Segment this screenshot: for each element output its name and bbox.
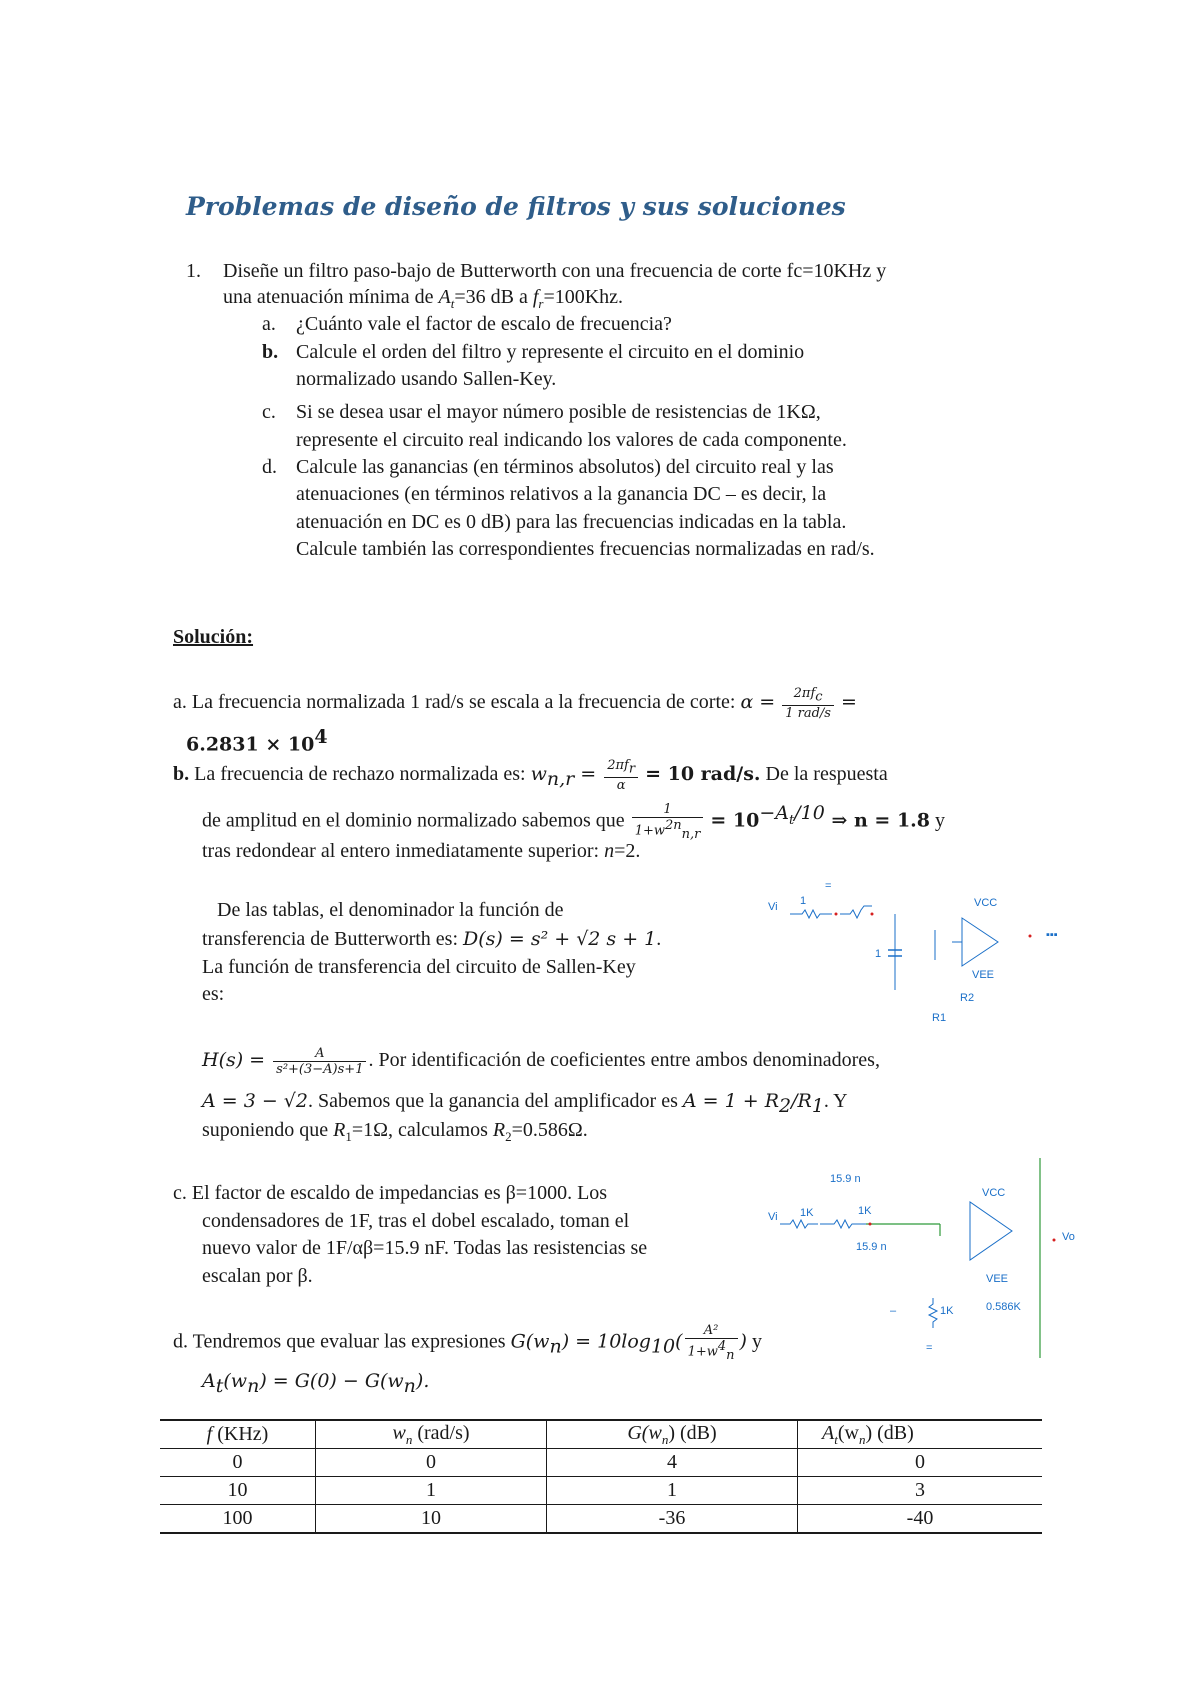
item-b-text-2: normalizado usando Sallen-Key. xyxy=(296,368,557,390)
circuit2-vee-label: VEE xyxy=(986,1273,1009,1285)
table-cell: 100 xyxy=(160,1505,316,1534)
item-a-label: a. xyxy=(262,313,276,335)
circuit1-resistor-1 xyxy=(790,910,832,918)
item-d-text-2: atenuaciones (en términos relativos a la ganancia DC – es decir, la xyxy=(296,483,827,505)
solution-d-line-1: d. Tendremos que evaluar las expresiones $G(w_n) = 10\log_{10}$( $\frac{\text{A²}}{1+w^4_n}$ ) y xyxy=(173,1323,762,1363)
circuit2-r2-label: 1K xyxy=(858,1205,872,1217)
table-row xyxy=(160,1449,1042,1477)
table-header-at: $A_t(w_n)$ (dB) xyxy=(798,1420,1043,1449)
circuit2-c1-label: 15.9 n xyxy=(830,1173,861,1185)
table-cell: -36 xyxy=(547,1505,798,1534)
table-header-wn: $w_n$ (rad/s) xyxy=(316,1420,547,1449)
item-b-label: b. xyxy=(262,341,279,363)
solution-d-fraction: $\frac{\text{A²}}{1+w^4_n}$ xyxy=(685,1323,738,1363)
solution-a-value: $6.2831 \times 10^4$ xyxy=(186,726,328,756)
problem-number: 1. xyxy=(186,260,201,282)
table-cell: 0 xyxy=(798,1449,1043,1477)
circuit2-vcc-label: VCC xyxy=(982,1187,1006,1199)
table-header-row xyxy=(160,1420,1042,1449)
table-header-g: $G(w_n)$ (dB) xyxy=(547,1420,798,1449)
circuit-scaled xyxy=(760,1158,1080,1358)
circuit2-resistor-1 xyxy=(780,1220,818,1228)
circuit1-vi-label: Vi xyxy=(768,901,778,913)
circuit2-resistor-3 xyxy=(929,1298,937,1328)
solution-a-fraction: $\frac{2\pi f_c}{\text{1 rad/s}}$ xyxy=(782,686,834,721)
solution-heading: Solución: xyxy=(173,626,254,648)
table-cell: 1 xyxy=(547,1477,798,1505)
item-d-text-4: Calcule también las correspondientes frecuencias normalizadas en rad/s. xyxy=(296,538,875,560)
table-cell: -40 xyxy=(798,1505,1043,1534)
circuit1-ground-mark: = xyxy=(825,880,832,892)
page-title: Problemas de diseño de filtros y sus soluciones xyxy=(186,192,846,221)
item-c-label: c. xyxy=(262,401,276,423)
circuit2-ground-mark: ‒ xyxy=(890,1305,897,1317)
table-row xyxy=(160,1477,1042,1505)
solution-b-para-3: La función de transferencia del circuito de Sallen-Key xyxy=(202,956,636,978)
solution-c-line-2: condensadores de 1F, tras el dobel escalado, toman el xyxy=(202,1210,630,1232)
table-cell: 3 xyxy=(798,1477,1043,1505)
solution-c-line-1: c. El factor de escaldo de impedancias es β=1000. Los xyxy=(173,1182,608,1204)
problem-line-1: Diseñe un filtro paso-bajo de Butterworth con una frecuencia de corte fc=10KHz y xyxy=(223,260,887,282)
solution-d-line-2: $A_t(w_n) = G(0) - G(w_n)$. xyxy=(202,1370,430,1397)
circuit2-c2-label: 15.9 n xyxy=(856,1241,887,1253)
table-cell: 1 xyxy=(316,1477,547,1505)
item-a-text: ¿Cuánto vale el factor de escalo de frecuencia? xyxy=(296,313,672,335)
circuit2-vo-label: Vo xyxy=(1062,1231,1075,1243)
solution-b-fraction-2: $\frac{1}{1+w^{2n}_{n,r}}$ xyxy=(632,802,704,842)
circuit1-output-mark: ▪▪▪ xyxy=(1046,929,1058,941)
solution-b-fraction-1: $\frac{2\pi f_r}{\alpha}$ xyxy=(604,758,638,793)
circuit1-r2-label: R2 xyxy=(960,992,975,1004)
circuit2-r1-label: 1K xyxy=(800,1207,814,1219)
circuit2-r3-label: 1K xyxy=(940,1305,954,1317)
solution-c-line-4: escalan por β. xyxy=(202,1265,313,1287)
circuit1-node xyxy=(871,913,874,916)
circuit2-vi-label: Vi xyxy=(768,1211,778,1223)
item-d-text-3: atenuación en DC es 0 dB) para las frecuencias indicadas en la tabla. xyxy=(296,511,847,533)
circuit1-c-label: 1 xyxy=(875,948,882,960)
circuit1-vcc-label: VCC xyxy=(974,897,998,909)
solution-b-para-1: De las tablas, el denominador la función de xyxy=(217,899,564,921)
item-d-label: d. xyxy=(262,456,277,478)
table-cell: 4 xyxy=(547,1449,798,1477)
solution-c-line-3: nuevo valor de 1F/αβ=15.9 nF. Todas las resistencias se xyxy=(202,1237,648,1259)
circuit1-r1-label: R1 xyxy=(932,1012,947,1024)
transfer-function-fraction: $\frac{A}{\text{s²+(3−A)s+1}}$ xyxy=(273,1046,366,1077)
table-cell: 0 xyxy=(316,1449,547,1477)
solution-b-line-3: tras redondear al entero inmediatamente superior: n=2. xyxy=(202,840,641,862)
item-d-text-1: Calcule las ganancias (en términos absolutos) del circuito real y las xyxy=(296,456,834,478)
circuit-normalized xyxy=(740,880,1080,1030)
item-c-text-2: represente el circuito real indicando los valores de cada componente. xyxy=(296,429,847,451)
table-header-f: f (KHz) xyxy=(160,1420,316,1449)
gain-line: A = 3 − √2. Sabemos que la ganancia del amplificador es $A = 1 + R_2/R_1$. Y xyxy=(202,1090,848,1117)
circuit2-node xyxy=(869,1223,872,1226)
table-cell: 10 xyxy=(316,1505,547,1534)
solution-a-line-1: a. La frecuencia normalizada 1 rad/s se escala a la frecuencia de corte: α = $\frac{2\pi f_c}{\text{1 rad/s}}$ = xyxy=(173,686,857,721)
circuit1-node xyxy=(835,913,838,916)
circuit1-opamp xyxy=(962,918,998,966)
circuit1-resistor-2 xyxy=(840,906,872,918)
circuit2-resistor-2 xyxy=(820,1220,866,1228)
circuit2-ground-mark-2: = xyxy=(926,1342,933,1354)
table-cell: 10 xyxy=(160,1477,316,1505)
item-c-text-1: Si se desea usar el mayor número posible de resistencias de 1KΩ, xyxy=(296,401,821,423)
circuit1-r-label: 1 xyxy=(800,895,807,907)
solution-b-para-4: es: xyxy=(202,983,225,1005)
transfer-function-line: H(s) = $\frac{A}{\text{s²+(3−A)s+1}}$ . Por identificación de coeficientes entre ambos denominadores, xyxy=(202,1046,880,1077)
solution-b-line-1: b. La frecuencia de rechazo normalizada es: $w_{n,r}$ = $\frac{2\pi f_r}{\alpha}$ = 10 rad/s. De la respuesta xyxy=(173,758,888,793)
table-row xyxy=(160,1505,1042,1534)
circuit2-r4-label: 0.586K xyxy=(986,1301,1021,1313)
circuit2-node xyxy=(1053,1239,1056,1242)
table-cell: 0 xyxy=(160,1449,316,1477)
resistor-line: suponiendo que $R_1=1\Omega$, calculamos $R_2=0.586\Omega$. xyxy=(202,1119,588,1144)
item-b-text-1: Calcule el orden del filtro y represente el circuito en el dominio xyxy=(296,341,805,363)
circuit1-vee-label: VEE xyxy=(972,969,995,981)
solution-b-para-2: transferencia de Butterworth es: D(s) = s² + √2 s + 1. xyxy=(202,928,662,950)
solution-b-line-2: de amplitud en el dominio normalizado sabemos que $\frac{1}{1+w^{2n}_{n,r}}$ = $10^{-A_t/10}$ ⇒ n = 1.8 y xyxy=(202,802,945,843)
circuit2-opamp xyxy=(970,1202,1012,1260)
circuit1-node xyxy=(1029,935,1032,938)
problem-line-2: una atenuación mínima de $A_t=36$ dB a $f_r=100Khz$. xyxy=(223,286,624,311)
results-table xyxy=(160,1419,1042,1534)
